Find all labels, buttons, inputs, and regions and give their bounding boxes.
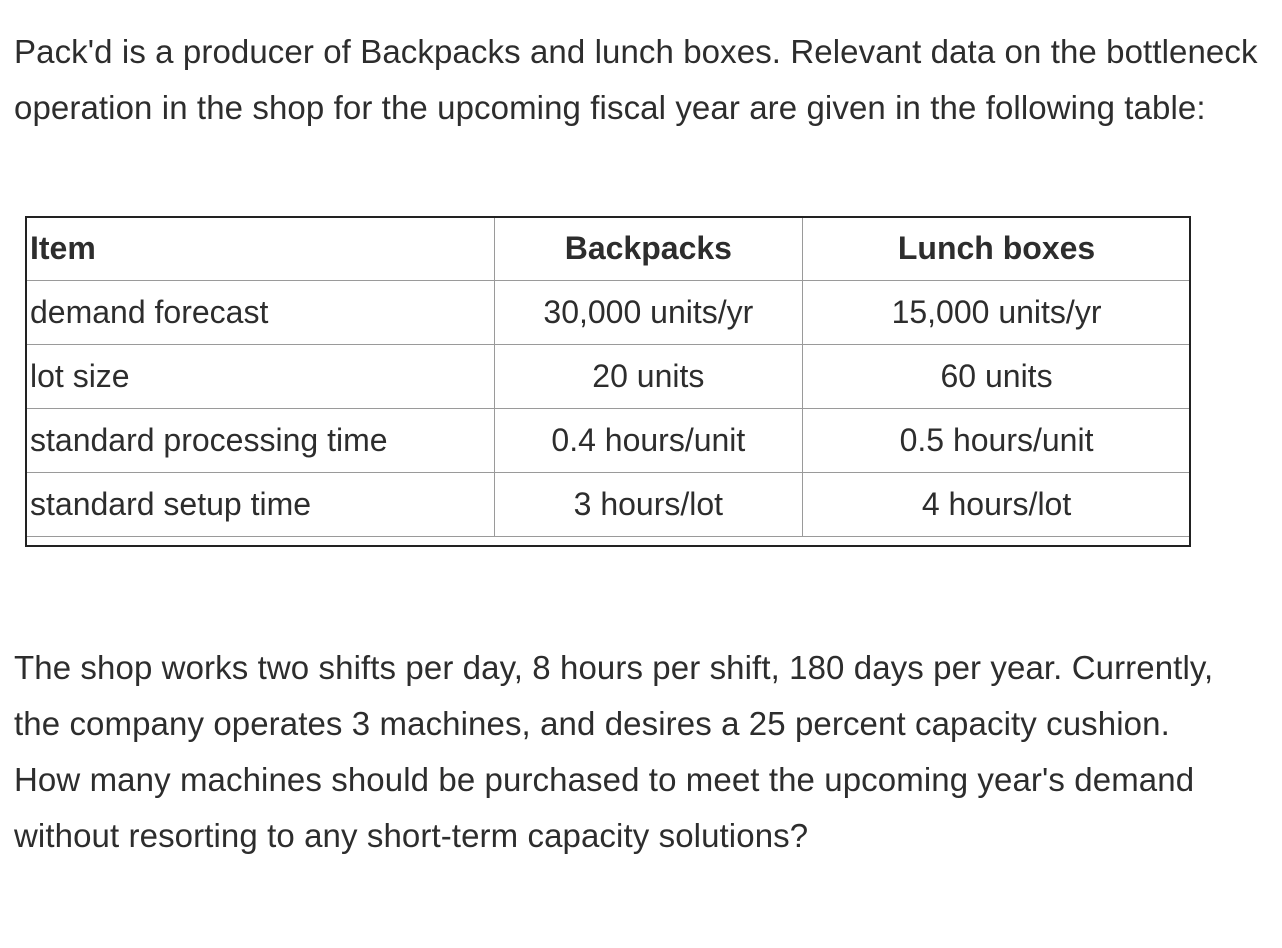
backpacks-value: 0.4 hours/unit — [494, 409, 802, 473]
lunch-boxes-value: 60 units — [803, 345, 1191, 409]
table-row — [26, 409, 1191, 473]
lunch-boxes-value: 15,000 units/yr — [803, 281, 1191, 345]
row-label: lot size — [26, 345, 495, 409]
table-row — [26, 281, 1191, 345]
question-paragraph: The shop works two shifts per day, 8 hours per shift, 180 days per year. Currently, the company operates 3 machines, and desires a 25 percent capacity cushion. How many machines should be purchased to meet the upcoming year's demand without resorting to any short-term capacity solutions? — [14, 649, 1214, 854]
lunch-boxes-value: 4 hours/lot — [803, 473, 1191, 537]
row-label: demand forecast — [26, 281, 495, 345]
table-row — [26, 345, 1191, 409]
header-item: Item — [26, 217, 495, 281]
table-row — [26, 473, 1191, 537]
intro-paragraph: Pack'd is a producer of Backpacks and lunch boxes. Relevant data on the bottleneck operation in the shop for the upcoming fiscal year are given in the following table: — [14, 33, 1258, 126]
header-backpacks: Backpacks — [494, 217, 802, 281]
backpacks-value: 3 hours/lot — [494, 473, 802, 537]
table-header-row — [26, 217, 1191, 281]
header-lunch-boxes: Lunch boxes — [803, 217, 1191, 281]
backpacks-value: 20 units — [494, 345, 802, 409]
lunch-boxes-value: 0.5 hours/unit — [803, 409, 1191, 473]
data-table — [25, 216, 1191, 537]
row-label: standard setup time — [26, 473, 495, 537]
document — [14, 24, 1276, 854]
row-label: standard processing time — [26, 409, 495, 473]
backpacks-value: 30,000 units/yr — [494, 281, 802, 345]
